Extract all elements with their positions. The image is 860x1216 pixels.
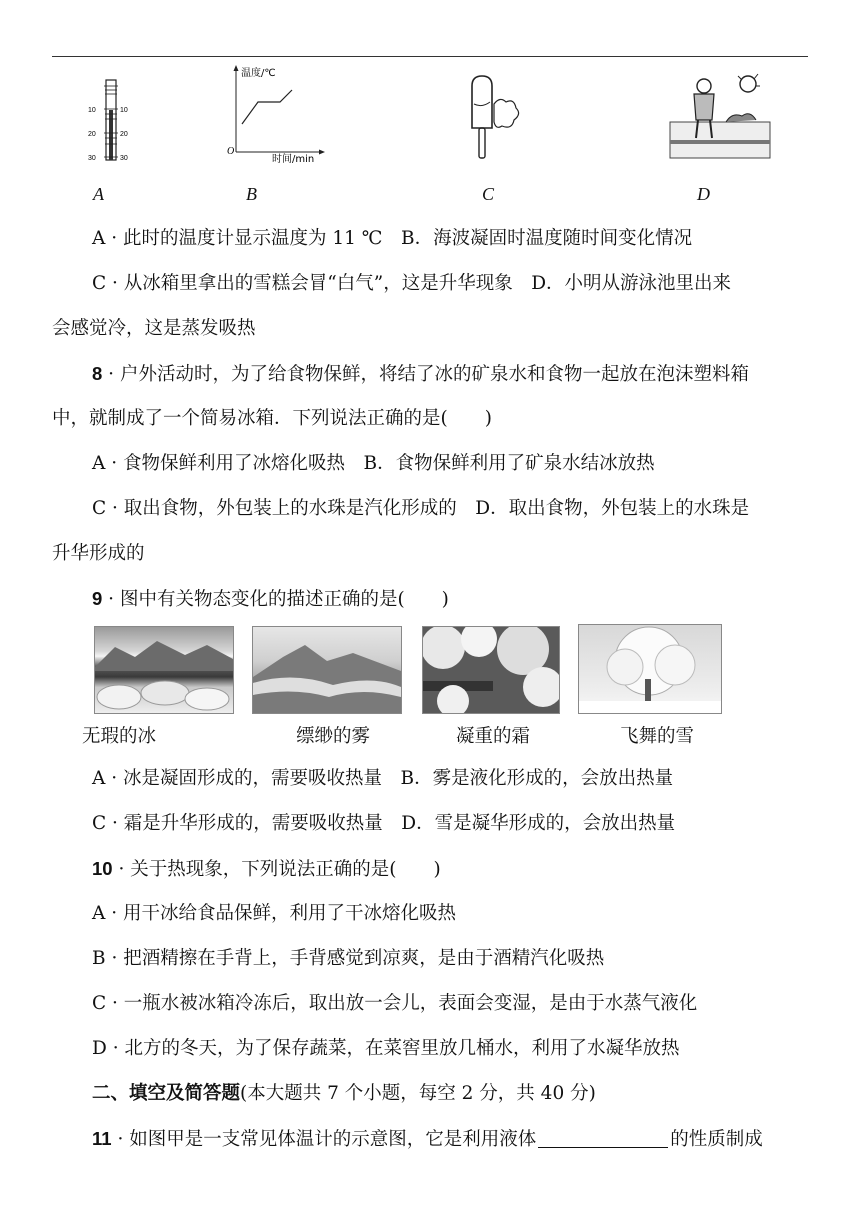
q11-number: 11 [92, 1128, 112, 1149]
q10-option-c: C · 一瓶水被冰箱冷冻后，取出放一会儿，表面会变湿，是由于水蒸气液化 [92, 993, 698, 1014]
q11-stem-end: 的性质制成 [670, 1129, 763, 1150]
section-2-note: (本大题共 7 个小题，每空 2 分，共 40 分) [240, 1083, 596, 1104]
q10-stem [92, 855, 852, 884]
q11-stem-text: · 如图甲是一支常见体温计的示意图，它是利用液体 [111, 1129, 537, 1150]
graph-origin: O [227, 146, 235, 157]
q9-options-cd: C · 霜是升华形成的，需要吸收热量 D．雪是凝华形成的，会放出热量 [92, 813, 676, 834]
swimmer-figure [668, 70, 774, 162]
q9-stem [92, 585, 852, 614]
thermo-tick-right-1: 10 [120, 107, 128, 114]
photo-fog [252, 626, 402, 714]
q10-stem-text: · 关于热现象，下列说法正确的是( ) [112, 859, 441, 880]
q10-option-d: D · 北方的冬天，为了保存蔬菜，在菜窖里放几桶水，利用了水凝华放热 [92, 1038, 680, 1059]
section-2-heading [92, 1080, 852, 1108]
caption-fog: 缥缈的雾 [296, 726, 371, 747]
q10-option-b: B · 把酒精擦在手背上，手背感觉到凉爽，是由于酒精汽化吸热 [92, 948, 605, 969]
q8-options-ab: A · 食物保鲜利用了冰熔化吸热 B．食物保鲜利用了矿泉水结冰放热 [92, 453, 655, 474]
q8-options-cd-cont: 升华形成的 [52, 543, 145, 564]
q11-stem [92, 1125, 852, 1154]
thermo-tick-left-2: 20 [88, 131, 96, 138]
thermo-tick-left-1: 10 [88, 107, 96, 114]
figure-label-d: D [697, 184, 710, 204]
q9-number: 9 [92, 588, 103, 609]
photo-ice [94, 626, 234, 714]
figure-label-a: A [93, 184, 104, 204]
ice-cream-figure [462, 74, 522, 164]
photo-frost [422, 626, 560, 714]
caption-ice: 无瑕的冰 [82, 726, 157, 747]
q8-stem-text: · 户外活动时，为了给食物保鲜，将结了冰的矿泉水和食物一起放在泡沫塑料箱 [102, 364, 749, 385]
q8-stem-cont: 中，就制成了一个简易冰箱．下列说法正确的是( ) [52, 408, 492, 429]
q8-stem [92, 360, 852, 389]
caption-frost: 凝重的霜 [456, 726, 531, 747]
q9-stem-text: · 图中有关物态变化的描述正确的是( ) [102, 589, 449, 610]
top-rule [52, 56, 808, 57]
graph-xlabel: 时间/min [272, 154, 315, 164]
q10-option-a: A · 用干冰给食品保鲜，利用了干冰熔化吸热 [92, 903, 457, 924]
caption-snow: 飞舞的雪 [620, 726, 695, 747]
q7-options-ab: A · 此时的温度计显示温度为 11 ℃ B．海波凝固时温度随时间变化情况 [92, 228, 693, 249]
figure-label-c: C [482, 184, 495, 204]
photo-snow [578, 624, 722, 714]
temperature-graph [226, 62, 326, 164]
graph-ylabel: 温度/℃ [241, 68, 276, 79]
q7-options-cd: C · 从冰箱里拿出的雪糕会冒“白气”，这是升华现象 D．小明从游泳池里出来 [92, 273, 732, 294]
q11-answer-blank[interactable] [538, 1127, 668, 1148]
thermo-tick-left-3: 30 [88, 155, 96, 162]
thermo-tick-right-2: 20 [120, 131, 128, 138]
q7-options-cd-cont: 会感觉冷，这是蒸发吸热 [52, 318, 256, 339]
q8-options-cd: C · 取出食物，外包装上的水珠是汽化形成的 D．取出食物，外包装上的水珠是 [92, 498, 750, 519]
q8-number: 8 [92, 363, 103, 384]
section-2-title: 二、填空及简答题 [92, 1083, 241, 1104]
q9-options-ab: A · 冰是凝固形成的，需要吸收热量 B．雾是液化形成的，会放出热量 [92, 768, 674, 789]
q10-number: 10 [92, 858, 113, 879]
thermo-tick-right-3: 30 [120, 155, 128, 162]
thermometer-figure [86, 78, 138, 164]
figure-label-b: B [246, 184, 257, 204]
